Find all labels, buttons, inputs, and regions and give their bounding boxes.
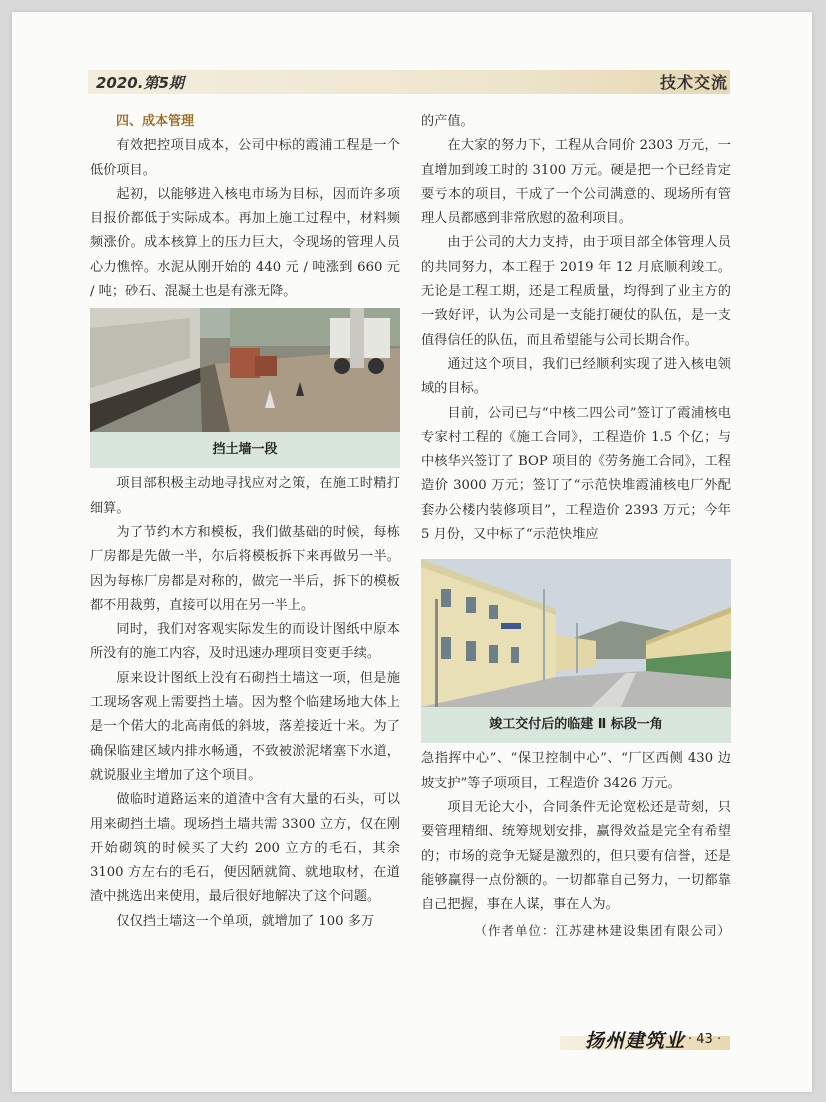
right-column [421,110,731,944]
figure-retaining-wall [90,308,400,468]
left-column [90,110,400,934]
magazine-logo: 扬州建筑业 [585,1030,686,1052]
paragraph: 同时，我们对客观实际发生的而设计图纸中原本所没有的施工内容，及时迅速办理项目变更手续。 [90,622,400,662]
paragraph: 原来设计图纸上没有石砌挡土墙这一项，但是施工现场客观上需要挡土墙。因为整个临建场地大体上是一个偌大的北高南低的斜坡，落差接近十米。为了确保临建区域内排水畅通，不致被淤泥堵塞下水道，就说服业主增加了这个项目。 [90,670,400,783]
retaining-wall-illustration [90,308,400,432]
paragraph: 的产值。 [421,114,474,129]
paragraph: 在大家的努力下，工程从合同价 2303 万元，一直增加到竣工时的 3100 万元。硬是把一个已经肯定要亏本的项目，干成了一个公司满意的、现场所有管理人员都感到非常欣慰的盈利项目。 [421,138,731,227]
completed-site-illustration [421,559,731,707]
paragraph: 起初，以能够进入核电市场为目标，因而许多项目报价都低于实际成本。再加上施工过程中，材料频频涨价。成本核算上的压力巨大，令现场的管理人员心力憔悴。水泥从刚开始的 440 元 / 吨涨到 660 元 / 吨；砂石、混凝土也是有涨无降。 [90,186,400,300]
paragraph: 目前，公司已与“中核二四公司”签订了霞浦核电专家村工程的《施工合同》，工程造价 1.5 个亿；与中核华兴签订了 BOP 项目的《劳务施工合同》，工程造价 3000 万元；签订了“示范快堆霞浦核电厂外配套办公楼内装修项目”，工程造价 2393 万元；今年 5 月份，又中标了“示范快堆应 [421,405,731,543]
figure-caption: 竣工交付后的临建 Ⅱ 标段一角 [421,707,731,743]
paragraph: 项目无论大小，合同条件无论宽松还是苛刻，只要管理精细、统筹规划安排，赢得效益是完全有希望的；市场的竞争无疑是激烈的，但只要有信誉，还是能够赢得一点份额的。一切都靠自己努力，一切都靠自己把握，事在人谋，事在人为。 [421,799,731,913]
paragraph: 有效把控项目成本，公司中标的霞浦工程是一个低价项目。 [90,138,400,178]
figure-completed-site [421,559,731,743]
paragraph: 做临时道路运来的道渣中含有大量的石头，可以用来砌挡土墙。现场挡土墙共需 3300 立方，仅在刚开始砌筑的时候买了大约 200 立方的毛石，其余 3100 方左右的毛石，便因陋就简、就地取材，在道渣中挑选出来使用，最后很好地解决了这个问题。 [90,792,400,905]
photo-completed-site [421,559,731,707]
paragraph: 由于公司的大力支持，由于项目部全体管理人员的共同努力，本工程于 2019 年 12 月底顺利竣工。无论是工程工期，还是工程质量，均得到了业主方的一致好评，认为公司是一支能打硬仗的队伍，是一支值得信任的队伍，而且希望能与公司长期合作。 [421,235,731,348]
paragraph: 项目部积极主动地寻找应对之策，在施工时精打细算。 [90,476,400,516]
paragraph: 为了节约木方和模板，我们做基础的时候，每栋厂房都是先做一半，尔后将模板拆下来再做另一半。因为每栋厂房都是对称的，做完一半后，拆下的模板都不用裁剪，直接可以用在另一半上。 [90,524,400,613]
header-band [88,70,730,94]
page-number: · 43 · [688,1032,722,1047]
figure-caption: 挡土墙一段 [90,432,400,468]
column-title: 技术交流 [659,73,728,92]
paragraph: 通过这个项目，我们已经顺利实现了进入核电领域的目标。 [421,356,731,397]
issue-label: 2020.第5期 [96,74,184,92]
section-heading: 四、成本管理 [116,114,195,129]
paragraph: 急指挥中心”、“保卫控制中心”、“厂区西侧 430 边坡支护”等子项项目，工程造价 3426 万元。 [421,751,731,791]
author-affiliation: （作者单位：江苏建林建设集团有限公司） [474,923,731,939]
photo-retaining-wall [90,308,400,432]
paragraph: 仅仅挡土墙这一个单项，就增加了 100 多万 [116,913,375,929]
